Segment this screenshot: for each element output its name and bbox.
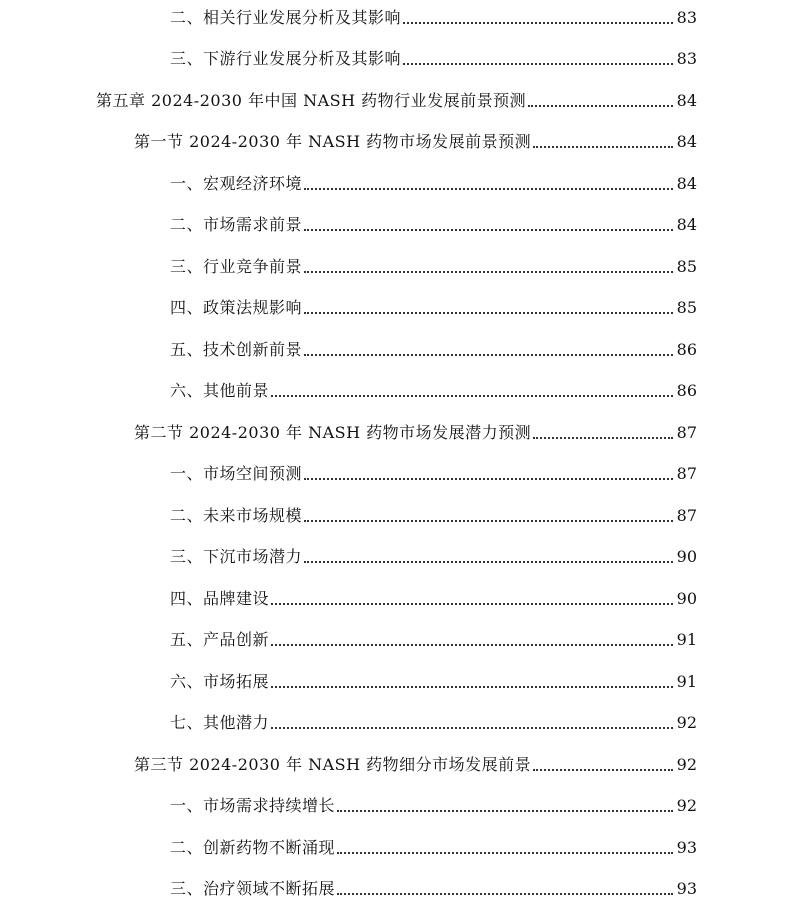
dot-leader — [271, 603, 673, 605]
toc-entry-title: 一、市场空间预测 — [170, 464, 303, 483]
toc-entry-title: 二、未来市场规模 — [170, 506, 303, 525]
toc-entry[interactable] — [170, 294, 697, 318]
toc-entry[interactable] — [170, 834, 697, 858]
toc-entry-title: 三、下游行业发展分析及其影响 — [170, 49, 402, 68]
toc-entry-page: 85 — [676, 257, 697, 276]
dot-leader — [528, 105, 673, 107]
dot-leader — [533, 769, 673, 771]
toc-entry-title: 三、治疗领域不断拓展 — [170, 879, 336, 898]
toc-entry-title: 五、产品创新 — [170, 630, 270, 649]
toc-entry-title: 第三节 2024-2030 年 NASH 药物细分市场发展前景 — [134, 755, 532, 774]
toc-entry-page: 92 — [676, 796, 697, 815]
toc-entry-page: 87 — [676, 423, 697, 442]
toc-entry-page: 93 — [676, 838, 697, 857]
toc-entry-page: 84 — [676, 174, 697, 193]
toc-entry-page: 83 — [676, 8, 697, 27]
toc-entry-page: 86 — [676, 340, 697, 359]
dot-leader — [304, 229, 673, 231]
toc-entry-title: 四、政策法规影响 — [170, 298, 303, 317]
dot-leader — [403, 22, 673, 24]
dot-leader — [304, 188, 673, 190]
dot-leader — [304, 354, 673, 356]
toc-entry-section[interactable] — [134, 128, 697, 152]
toc-entry-title: 五、技术创新前景 — [170, 340, 303, 359]
toc-entry-section[interactable] — [134, 751, 697, 775]
dot-leader — [271, 686, 673, 688]
toc-entry-page: 86 — [676, 381, 697, 400]
toc-entry-title: 三、行业竞争前景 — [170, 257, 303, 276]
toc-entry[interactable] — [170, 377, 697, 401]
dot-leader — [337, 810, 673, 812]
dot-leader — [304, 520, 673, 522]
toc-entry-title: 一、宏观经济环境 — [170, 174, 303, 193]
toc-entry[interactable] — [170, 336, 697, 360]
dot-leader — [304, 561, 673, 563]
toc-entry-title: 第二节 2024-2030 年 NASH 药物市场发展潜力预测 — [134, 423, 532, 442]
dot-leader — [304, 478, 673, 480]
toc-entry-page: 93 — [676, 879, 697, 898]
dot-leader — [533, 437, 673, 439]
dot-leader — [271, 727, 673, 729]
toc-entry-page: 92 — [676, 755, 697, 774]
toc-entry-title: 三、下沉市场潜力 — [170, 547, 303, 566]
toc-entry-page: 90 — [676, 547, 697, 566]
toc-entry-page: 90 — [676, 589, 697, 608]
dot-leader — [271, 395, 673, 397]
toc-entry[interactable] — [170, 875, 697, 899]
toc-entry-section[interactable] — [134, 419, 697, 443]
toc-entry-page: 87 — [676, 506, 697, 525]
dot-leader — [304, 271, 673, 273]
toc-entry-title: 一、市场需求持续增长 — [170, 796, 336, 815]
toc-entry[interactable] — [170, 253, 697, 277]
toc-entry-page: 91 — [676, 630, 697, 649]
toc-entry[interactable] — [170, 626, 697, 650]
toc-entry[interactable] — [170, 4, 697, 28]
toc-entry-page: 87 — [676, 464, 697, 483]
toc-entry-page: 85 — [676, 298, 697, 317]
toc-entry-title: 四、品牌建设 — [170, 589, 270, 608]
toc-entry-title: 六、市场拓展 — [170, 672, 270, 691]
toc-entry[interactable] — [170, 45, 697, 69]
toc-entry-title: 第一节 2024-2030 年 NASH 药物市场发展前景预测 — [134, 132, 532, 151]
toc-entry-page: 83 — [676, 49, 697, 68]
dot-leader — [304, 312, 673, 314]
toc-entry[interactable] — [170, 211, 697, 235]
toc-entry-chapter[interactable] — [96, 87, 697, 111]
toc-entry[interactable] — [170, 709, 697, 733]
toc-entry[interactable] — [170, 543, 697, 567]
toc-entry-title: 第五章 2024-2030 年中国 NASH 药物行业发展前景预测 — [96, 91, 527, 110]
toc-entry[interactable] — [170, 792, 697, 816]
toc-entry-title: 七、其他潜力 — [170, 713, 270, 732]
toc-entry-page: 84 — [676, 215, 697, 234]
toc-entry-page: 91 — [676, 672, 697, 691]
toc-entry-page: 84 — [676, 132, 697, 151]
dot-leader — [533, 146, 673, 148]
dot-leader — [271, 644, 673, 646]
dot-leader — [337, 852, 673, 854]
toc-entry-title: 二、市场需求前景 — [170, 215, 303, 234]
toc-entry[interactable] — [170, 170, 697, 194]
toc-entry-title: 六、其他前景 — [170, 381, 270, 400]
toc-entry[interactable] — [170, 460, 697, 484]
toc-entry-title: 二、创新药物不断涌现 — [170, 838, 336, 857]
dot-leader — [403, 63, 673, 65]
toc-entry[interactable] — [170, 668, 697, 692]
dot-leader — [337, 893, 673, 895]
toc-entry[interactable] — [170, 585, 697, 609]
toc-entry[interactable] — [170, 502, 697, 526]
toc-entry-page: 92 — [676, 713, 697, 732]
toc-entry-page: 84 — [676, 91, 697, 110]
toc-entry-title: 二、相关行业发展分析及其影响 — [170, 8, 402, 27]
